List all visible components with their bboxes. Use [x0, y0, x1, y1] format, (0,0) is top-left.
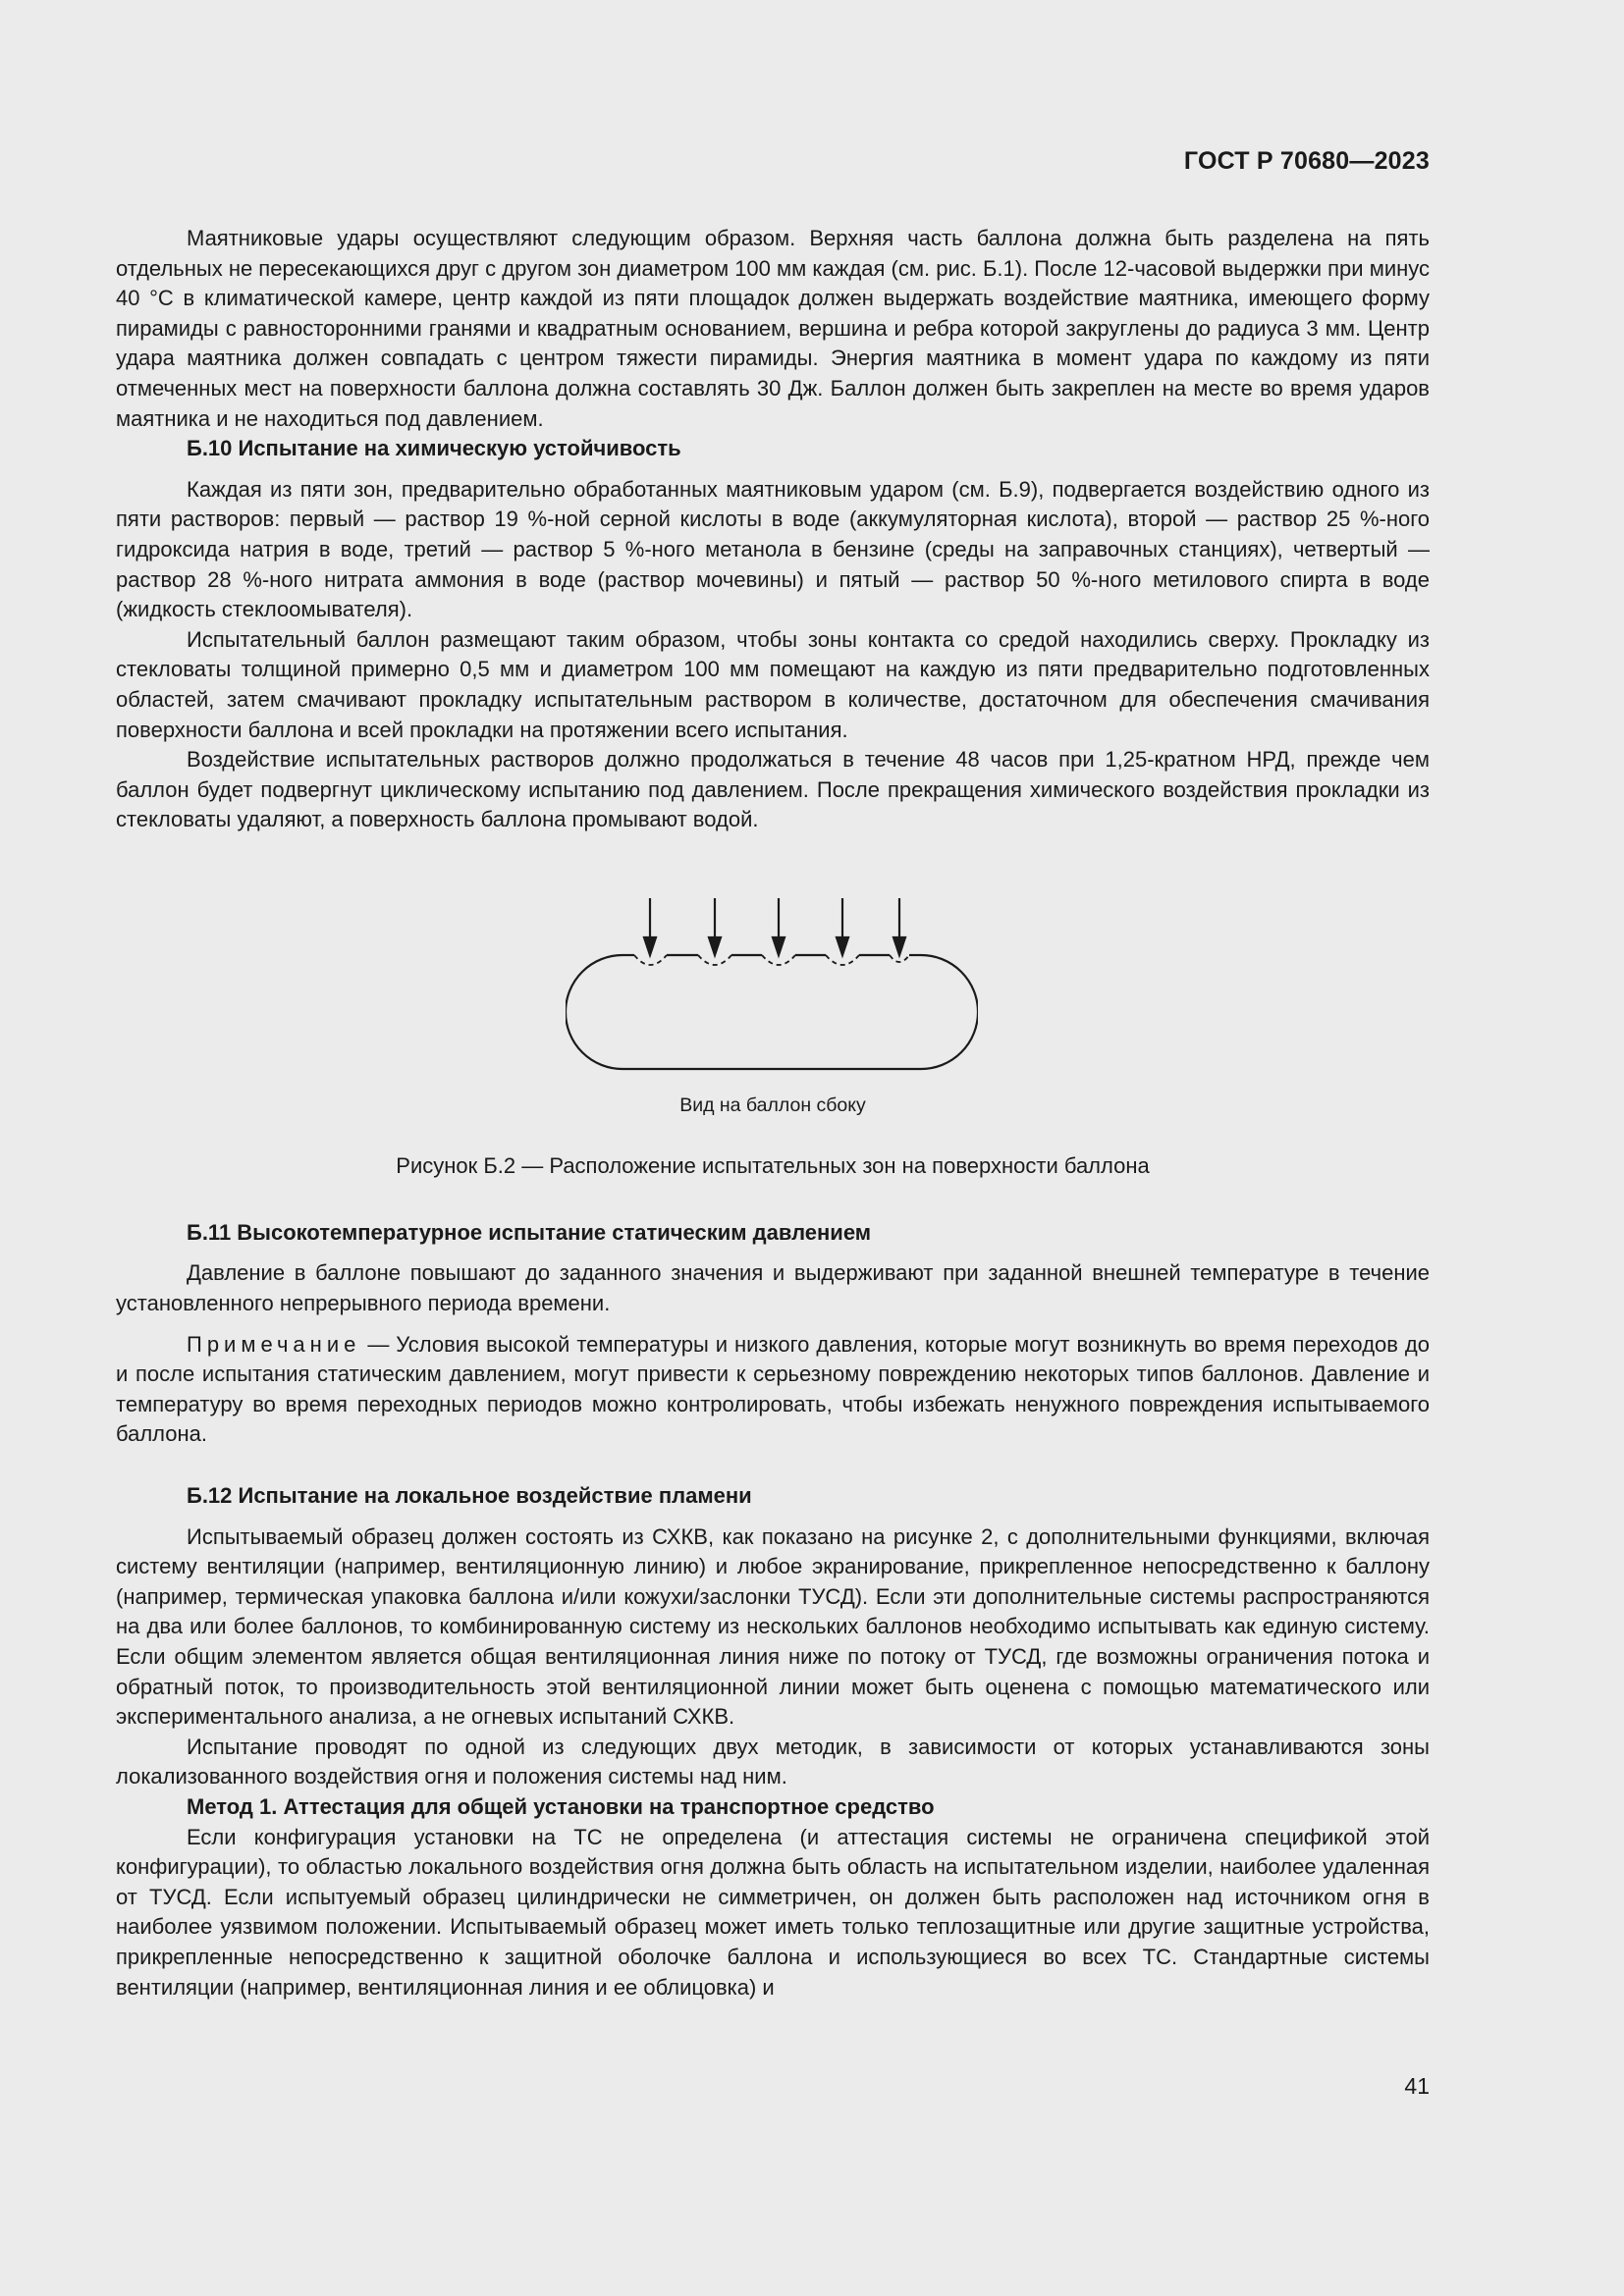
paragraph: Испытываемый образец должен состоять из СХКВ, как показано на рисунке 2, с дополнительными функциями, включая систему вентиляции (например, вентиляционную линию) и любое экранирование, прикрепленное непосредственно к баллону (например, термическая упаковка баллона и/или кожухи/заслонки ТУСД). Если эти дополнительные системы распространяются на два или более баллонов, то комбинированную систему из нескольких баллонов необходимо испытывать как единую систему. Если общим элементом является общая вентиляционная линия ниже по потоку от ТУСД, где возможны ограничения потока и обратный поток, то производительность этой вентиляционной линии может быть оценена с помощью математического или экспериментального анализа, а не огневых испытаний СХКВ. [116, 1523, 1430, 1730]
paragraph: Каждая из пяти зон, предварительно обработанных маятниковым ударом (см. Б.9), подвергается воздействию одного из пяти растворов: первый — раствор 19 %-ной серной кислоты в воде (аккумуляторная кислота), второй — раствор 25 %-ного гидроксида натрия в воде, третий — раствор 5 %-ного метанола в бензине (среды на заправочных станциях), четвертый — раствор 28 %-ного нитрата аммония в воде (раствор мочевины) и пятый — раствор 50 %-ного метилового спирта в воде (жидкость стеклоомывателя). [116, 476, 1430, 622]
note-label: Примечание [187, 1331, 361, 1357]
section-heading-b12: Б.12 Испытание на локальное воздействие пламени [187, 1483, 752, 1509]
figure-b2 [116, 867, 1430, 1191]
figure-caption: Рисунок Б.2 — Расположение испытательных зон на поверхности баллона [396, 1152, 1150, 1178]
cylinder-side-view-diagram [566, 867, 978, 1083]
paragraph: Испытательный баллон размещают таким образом, чтобы зоны контакта со средой находились сверху. Прокладку из стекловаты толщиной примерно 0,5 мм и диаметром 100 мм помещают на каждую из пяти предварительно подготовленных областей, затем смачивают прокладку испытательным раствором в количестве, достаточном для обеспечения смачивания поверхности баллона и всей прокладки на протяжении всего испытания. [116, 626, 1430, 742]
section-heading-b10: Б.10 Испытание на химическую устойчивость [187, 436, 681, 461]
paragraph: Воздействие испытательных растворов должно продолжаться в течение 48 часов при 1,25-кратном НРД, прежде чем баллон будет подвергнут циклическому испытанию под давлением. После прекращения химического воздействия прокладки из стекловаты удаляют, а поверхность баллона промывают водой. [116, 747, 1430, 832]
note-text: — Условия высокой температуры и низкого давления, которые могут возникнуть во время переходов до и после испытания статическим давлением, могут привести к серьезному повреждению некоторых типов баллонов. Давление и температуру во время переходных периодов можно контролировать, чтобы избежать ненужного повреждения испытываемого баллона. [116, 1331, 1430, 1447]
paragraph: Если конфигурация установки на ТС не определена (и аттестация системы не ограничена спецификой этой конфигурации), то областью локального воздействия огня должна быть область на испытательном изделии, наиболее удаленная от ТУСД. Если испытуемый образец цилиндрически не симметричен, он должен быть расположен над источником огня в наиболее уязвимом положении. Испытываемый образец может иметь только теплозащитные или другие защитные устройства, прикрепленные непосредственно к защитной оболочке баллона и использующиеся во всех ТС. Стандартные системы вентиляции (например, вентиляционная линия и ее облицовка) и [116, 1824, 1430, 2000]
paragraph: Давление в баллоне повышают до заданного значения и выдерживают при заданной внешней температуре в течение установленного непрерывного периода времени. [116, 1260, 1430, 1316]
page-content [116, 224, 1430, 2002]
section-heading-b11: Б.11 Высокотемпературное испытание статическим давлением [187, 1219, 872, 1245]
note [116, 1330, 1430, 1450]
paragraph: Испытание проводят по одной из следующих двух методик, в зависимости от которых устанавливаются зоны локализованного воздействия огня и положения системы над ним. [116, 1734, 1430, 1789]
paragraph: Маятниковые удары осуществляют следующим образом. Верхняя часть баллона должна быть разделена на пять отдельных не пересекающихся друг с другом зон диаметром 100 мм каждая (см. рис. Б.1). После 12-часовой выдержки при минус 40 °С в климатической камере, центр каждой из пяти площадок должен выдержать воздействие маятника, имеющего форму пирамиды с равносторонними гранями и квадратным основанием, вершина и ребра которой закруглены до радиуса 3 мм. Центр удара маятника должен совпадать с центром тяжести пирамиды. Энергия маятника в момент удара по каждому из пяти отмеченных мест на поверхности баллона должна составлять 30 Дж. Баллон должен быть закреплен на месте во время ударов маятника и не находиться под давлением. [116, 226, 1431, 431]
figure-subcaption: Вид на баллон сбоку [679, 1094, 866, 1116]
page-number: 41 [1404, 2073, 1430, 2099]
method-heading: Метод 1. Аттестация для общей установки на транспортное средство [187, 1793, 935, 1819]
document-code: ГОСТ Р 70680—2023 [1183, 147, 1430, 175]
